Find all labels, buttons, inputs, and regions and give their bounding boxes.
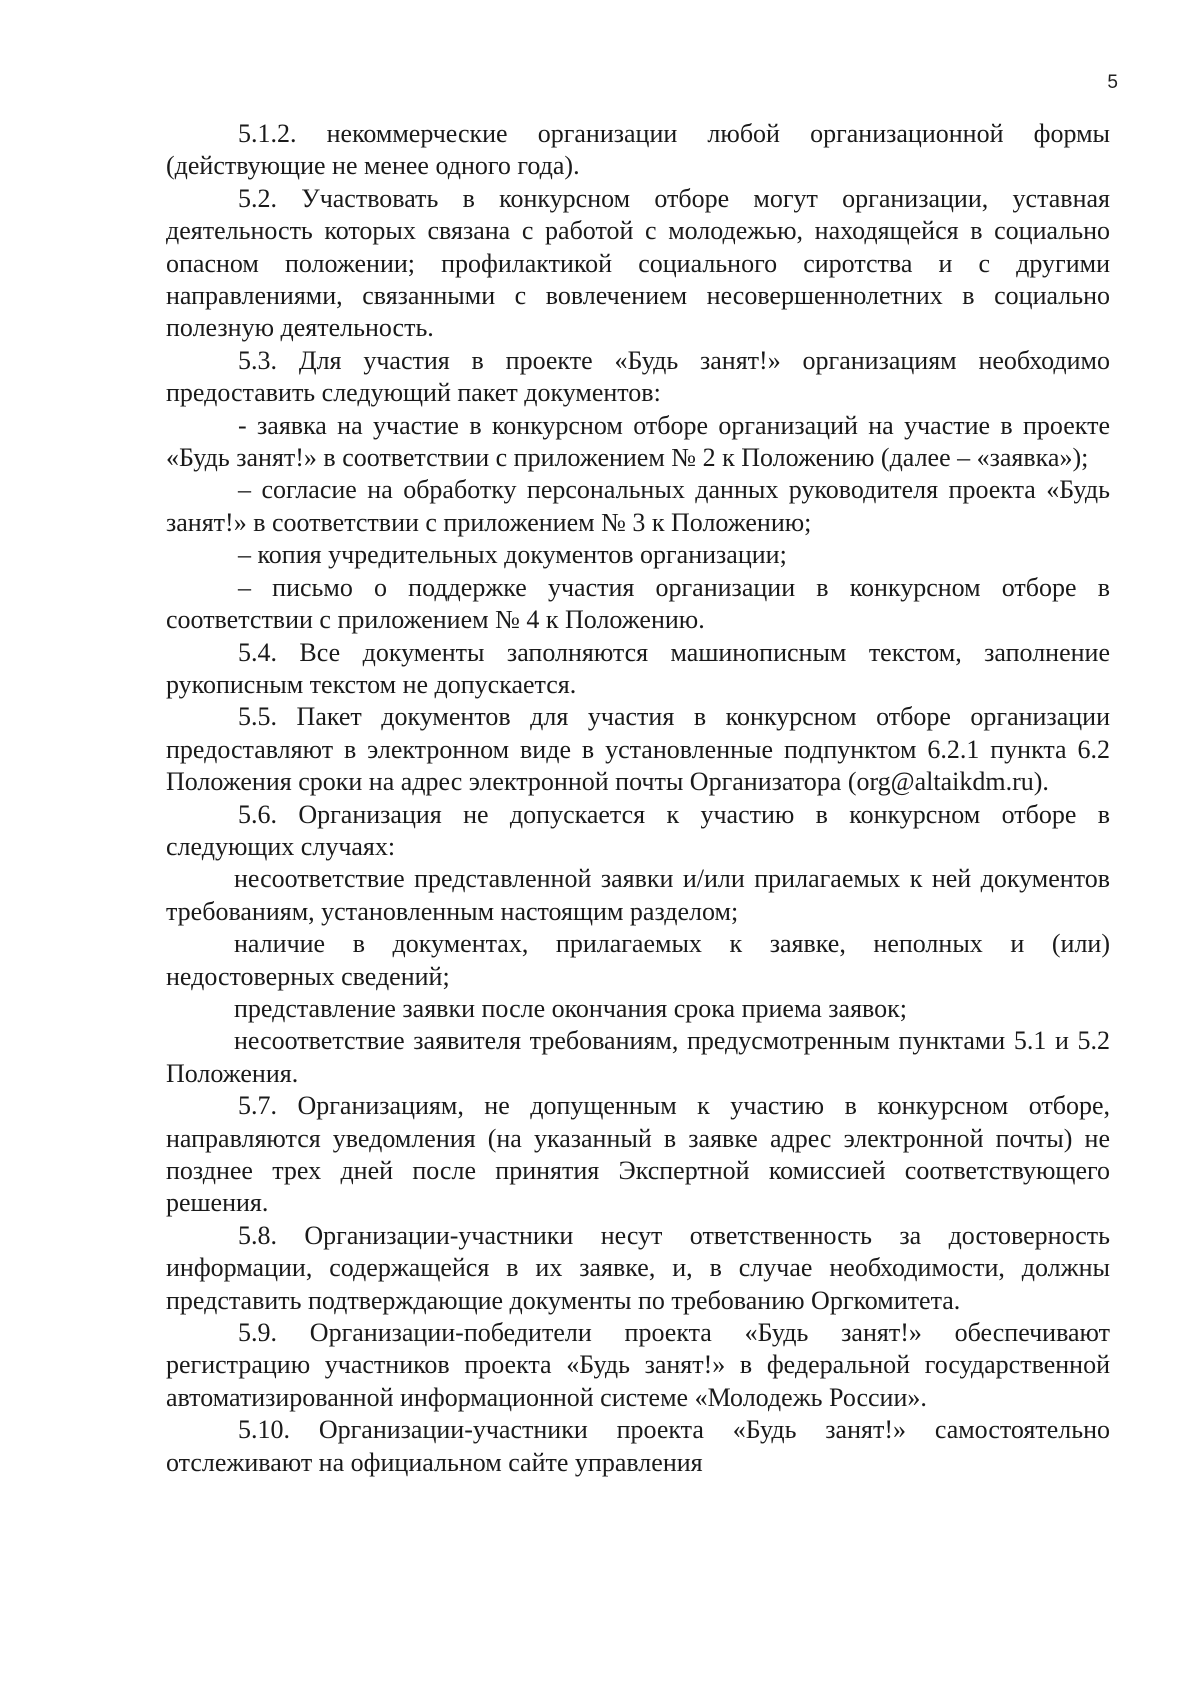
paragraph-5-10: 5.10. Организации-участники проекта «Будь занят!» самостоятельно отслеживают на официальном сайте управления <box>166 1415 1110 1477</box>
list-item-incomplete-info: наличие в документах, прилагаемых к заявке, неполных и (или) недостоверных сведений; <box>166 929 1110 991</box>
paragraph-5-6: 5.6. Организация не допускается к участию в конкурсном отборе в следующих случаях: <box>166 799 1110 861</box>
paragraph-5-9: 5.9. Организации-победители проекта «Будь занят!» обеспечивают регистрацию участников проекта «Будь занят!» в федеральной государственной автоматизированной информационной системе «Молодежь России». <box>166 1318 1110 1412</box>
list-item-consent: – согласие на обработку персональных данных руководителя проекта «Будь занят!» в соответствии с приложением № 3 к Положению; <box>166 475 1110 537</box>
list-item-support-letter: – письмо о поддержке участия организации в конкурсном отборе в соответствии с приложением № 4 к Положению. <box>166 572 1110 635</box>
paragraph-5-3: 5.3. Для участия в проекте «Будь занят!» организациям необходимо предоставить следующий пакет документов: <box>166 345 1110 408</box>
list-item-application: - заявка на участие в конкурсном отборе организаций на участие в проекте «Будь занят!» в соответствии с приложением № 2 к Положению (далее – «заявка»); <box>166 410 1110 473</box>
list-item-founding-documents: – копия учредительных документов организации; <box>238 540 787 570</box>
paragraph-5-2: 5.2. Участвовать в конкурсном отборе могут организации, уставная деятельность которых связана с работой с молодежью, находящейся в социально опасном положении; профилактикой социального сиротства и с другими направлениями, связанными с вовлечением несовершеннолетних в социально полезную деятельность. <box>166 183 1110 343</box>
paragraph-5-1-2: 5.1.2. некоммерческие организации любой организационной формы (действующие не менее одного года). <box>166 119 1110 181</box>
paragraph-5-4: 5.4. Все документы заполняются машинописным текстом, заполнение рукописным текстом не допускается. <box>166 637 1110 699</box>
paragraph-5-5: 5.5. Пакет документов для участия в конкурсном отборе организации предоставляют в электронном виде в установленные подпунктом 6.2.1 пункта 6.2 Положения сроки на адрес электронной почты Организатора (org@altaikdm.ru). <box>166 702 1110 797</box>
list-item-applicant-mismatch: несоответствие заявителя требованиям, предусмотренным пунктами 5.1 и 5.2 Положения. <box>166 1026 1110 1088</box>
list-item-mismatch-documents: несоответствие представленной заявки и/или прилагаемых к ней документов требованиям, установленным настоящим разделом; <box>166 864 1110 926</box>
document-body <box>166 118 1110 1479</box>
page-number: 5 <box>1107 72 1118 93</box>
paragraph-5-8: 5.8. Организации-участники несут ответственность за достоверность информации, содержащейся в их заявке, и, в случае необходимости, должны представить подтверждающие документы по требованию Оргкомитета. <box>166 1220 1110 1315</box>
list-item-late-submission: представление заявки после окончания срока приема заявок; <box>234 993 907 1023</box>
paragraph-5-7: 5.7. Организациям, не допущенным к участию в конкурсном отборе, направляются уведомления (на указанный в заявке адрес электронной почты) не позднее трех дней после принятия Экспертной комиссией соответствующего решения. <box>166 1091 1110 1218</box>
